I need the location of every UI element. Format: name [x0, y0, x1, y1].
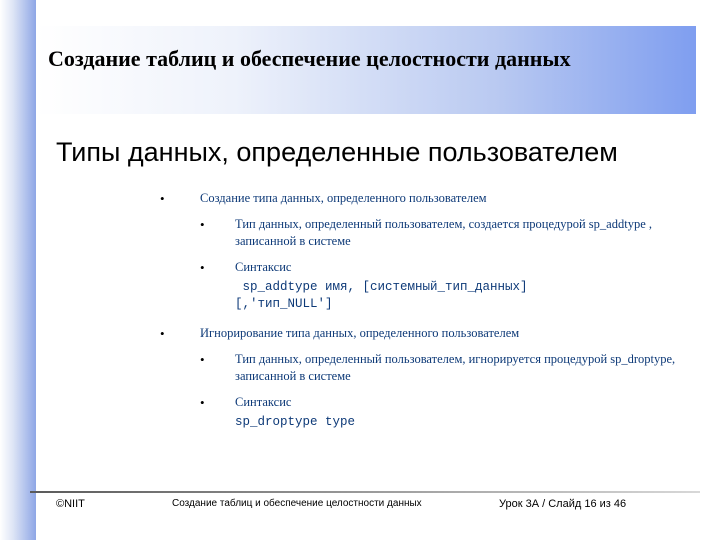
bullet-text: Синтаксис — [235, 395, 292, 409]
sub-bullet-item — [200, 216, 680, 250]
bullet-item — [160, 190, 680, 207]
bullet-icon: • — [200, 352, 205, 367]
bullet-icon: • — [160, 326, 165, 341]
bullet-text: Создание типа данных, определенного пользователем — [200, 191, 487, 205]
bullet-text: Тип данных, определенный пользователем, игнорируется процедурой sp_droptype, записанной в системе — [235, 352, 676, 383]
code-snippet: sp_addtype имя, [системный_тип_данных] [,'тип_NULL'] — [235, 280, 528, 311]
bullet-icon: • — [200, 260, 205, 275]
footer-page-number: Урок 3А / Слайд 16 из 46 — [499, 498, 627, 510]
bullet-icon: • — [200, 395, 205, 410]
bullet-text: Тип данных, определенный пользователем, создается процедурой sp_addtype , записанной в системе — [235, 217, 652, 248]
bullet-text: Игнорирование типа данных, определенного пользователем — [200, 326, 520, 340]
slide-subtitle: Типы данных, определенные пользователем — [56, 137, 618, 167]
bullet-text: Синтаксис — [235, 260, 292, 274]
sub-bullet-item — [200, 259, 680, 276]
sub-bullet-item — [200, 351, 680, 385]
footer-copyright: ©NIIT — [56, 498, 85, 510]
footer-course-title: Создание таблиц и обеспечение целостности данных — [172, 498, 422, 509]
left-decor-bar — [0, 0, 36, 540]
bullet-icon: • — [160, 191, 165, 206]
slide-content — [160, 190, 680, 443]
bullet-item — [160, 325, 680, 342]
bullet-icon: • — [200, 217, 205, 232]
sub-bullet-item — [200, 394, 680, 411]
footer-divider — [30, 491, 700, 493]
slide-title: Создание таблиц и обеспечение целостности данных — [48, 46, 571, 71]
code-snippet: sp_droptype type — [235, 415, 356, 429]
